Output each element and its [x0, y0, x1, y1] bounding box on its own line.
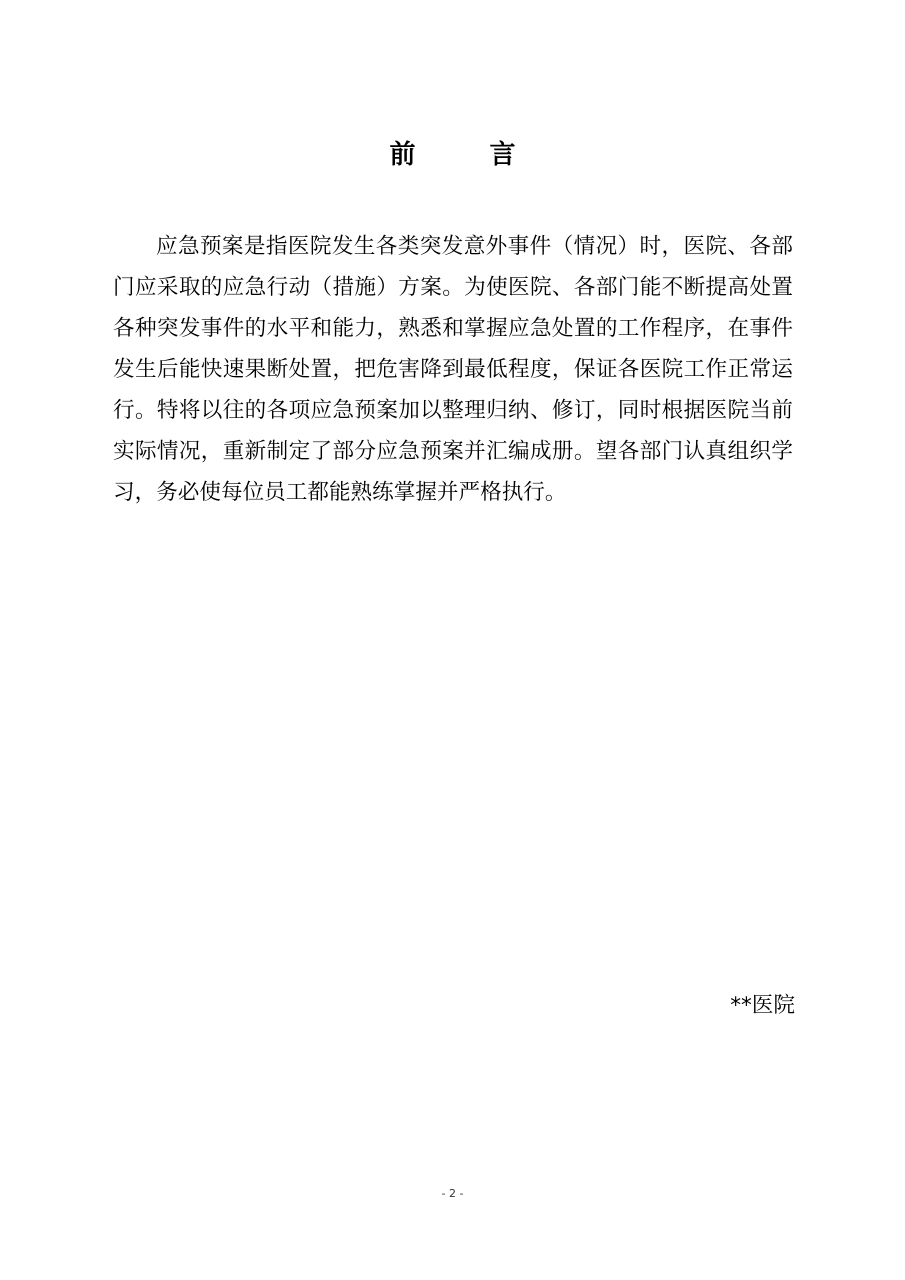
page-number: - 2 -	[441, 1187, 464, 1200]
preface-paragraph: 应急预案是指医院发生各类突发意外事件（情况）时，医院、各部门应采取的应急行动（措施）方案。为使医院、各部门能不断提高处置各种突发事件的水平和能力，熟悉和掌握应急处置的工作程序，在事件发生后能快速果断处置，把危害降到最低程度，保证各医院工作正常运行。特将以往的各项应急预案加以整理归纳、修订，同时根据医院当前实际情况，重新制定了部分应急预案并汇编成册。望各部门认真组织学习，务必使每位员工都能熟练掌握并严格执行。	[113, 234, 793, 505]
signature: **医院	[730, 993, 795, 1018]
page-title: 前 言	[389, 140, 540, 170]
